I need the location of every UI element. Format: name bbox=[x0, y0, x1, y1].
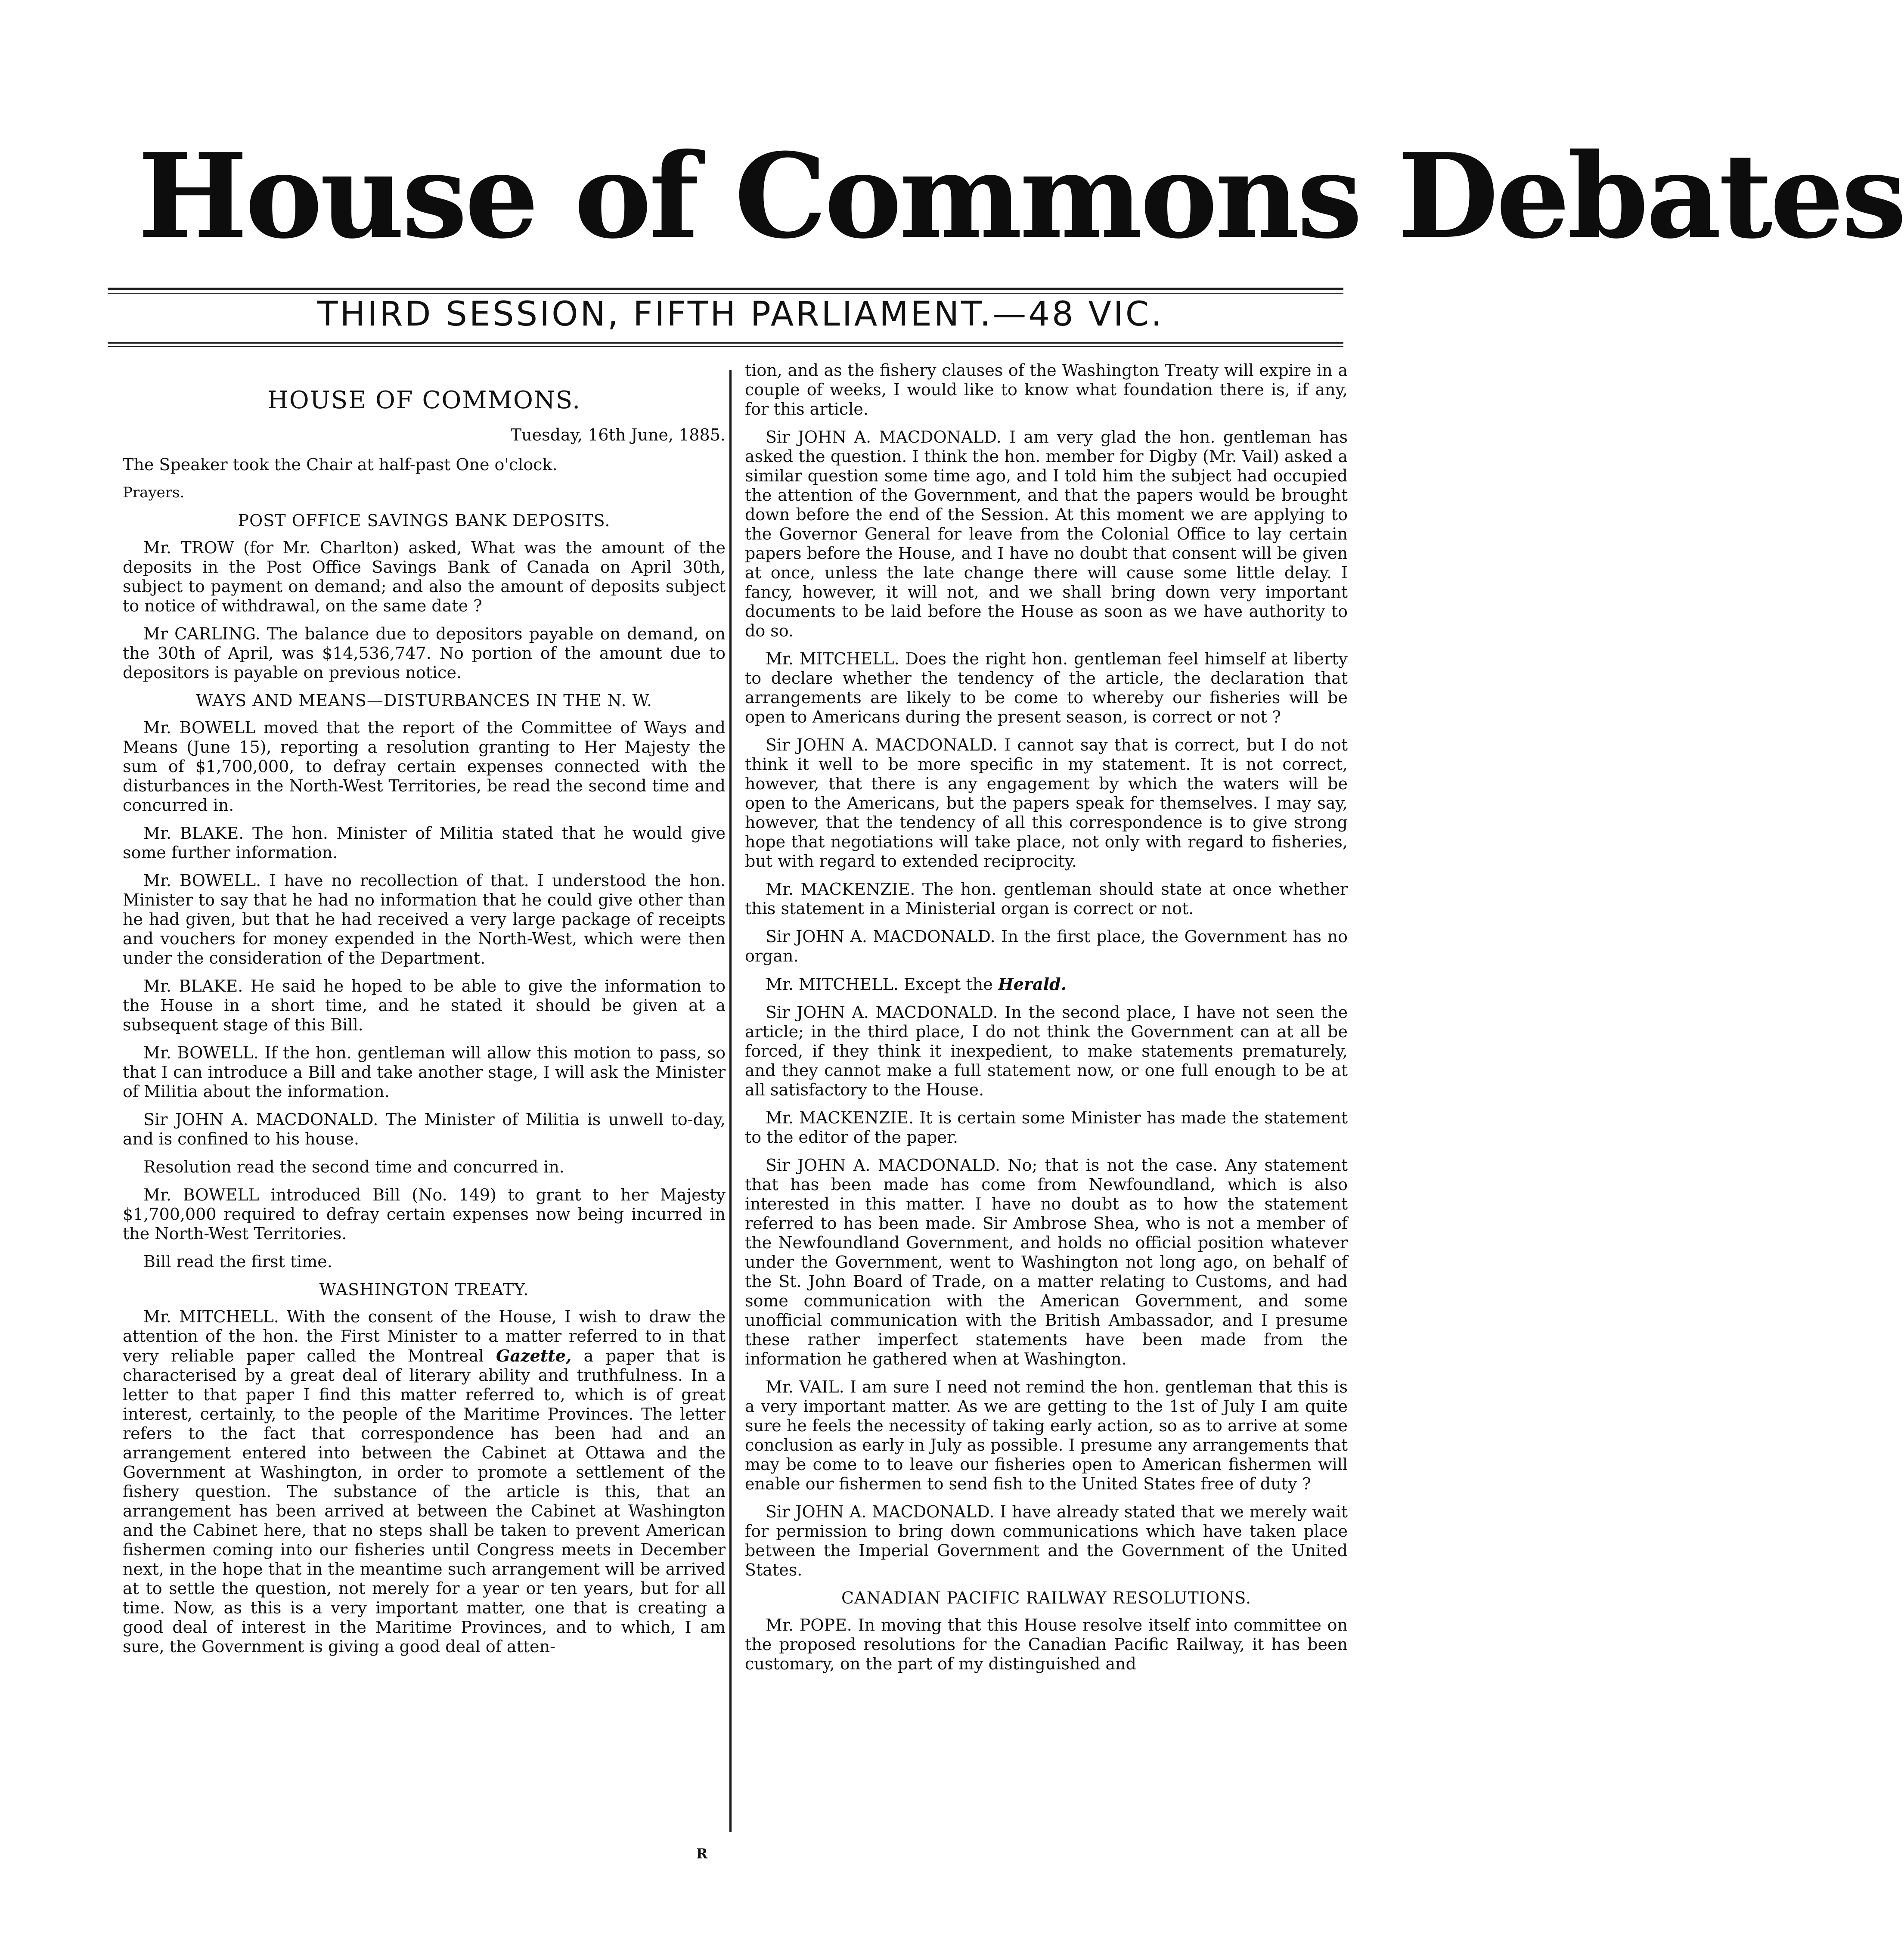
speaker: Mr. BOWELL. bbox=[143, 1043, 259, 1062]
speaker: Mr. TROW bbox=[143, 538, 234, 557]
rule-top-1 bbox=[108, 288, 1343, 290]
speech bbox=[745, 1156, 1348, 1369]
speech bbox=[745, 649, 1348, 727]
left-column bbox=[123, 361, 726, 1842]
speech bbox=[745, 1003, 1348, 1100]
speech bbox=[123, 1043, 726, 1101]
speech-text: It is certain some Minister has made the statement to the editor of the paper. bbox=[745, 1108, 1348, 1147]
speaker: Mr. MACKENZIE. bbox=[766, 1108, 914, 1127]
speech-continued: tion, and as the fishery clauses of the Washington Treaty will expire in a couple of weeks, I would like to know what foundation there is, if any, for this article. bbox=[745, 361, 1348, 419]
speech-text: With the consent of the House, I wish to draw the attention of the hon. the First Minister to a matter referred to in that very reliable paper called the Montreal bbox=[123, 1307, 726, 1365]
session-subtitle: THIRD SESSION, FIFTH PARLIAMENT.—48 VIC. bbox=[317, 295, 1164, 334]
speaker: Sir JOHN A. MACDONALD. bbox=[766, 1502, 995, 1521]
speaker: Sir JOHN A. MACDONALD. bbox=[766, 428, 1002, 447]
speech-text: introduced Bill (No. 149) to grant to her Majesty $1,700,000 required to defray certain expenses now being incurred in the North-West Territories. bbox=[123, 1185, 726, 1243]
speech bbox=[745, 927, 1348, 966]
speech-text: Does the right hon. gentleman feel himself at liberty to declare whether the tendency of the article, the declaration that arrangements are likely to be come to whereby our fisheries will be open to Americans during the present season, is correct or not ? bbox=[745, 649, 1348, 726]
speaker: Mr. BLAKE. bbox=[143, 824, 244, 843]
speaker: Sir JOHN A. MACDONALD. bbox=[766, 1156, 1000, 1175]
rule-mid-2 bbox=[108, 346, 1343, 347]
speech bbox=[745, 1616, 1348, 1674]
heading-cpr-resolutions: CANADIAN PACIFIC RAILWAY RESOLUTIONS. bbox=[841, 1588, 1252, 1607]
speaker: Mr. MACKENZIE. bbox=[766, 880, 915, 899]
speech-text: In the second place, I have not seen the article; in the third place, I do not think the Government can at all be forced, if they think it inexpedient, to make statements prematurely, and they cannot make a full statement now, or one full enough to be at all satisfactory to the House. bbox=[745, 1003, 1348, 1099]
speech bbox=[745, 1502, 1348, 1580]
proceeding: Resolution read the second time and concurred in. bbox=[143, 1157, 564, 1176]
speaker: Sir JOHN A. MACDONALD. bbox=[766, 927, 995, 946]
speech-text: No; that is not the case. Any statement that has been made has come from Newfoundland, which is also interested in this matter. I have no doubt as to how the statement referred to has been made. Sir Ambrose Shea, who is not a member of the Newfoundland Government, and holds no official position whatever under the Government, went to Washington not long ago, on behalf of the St. John Board of Trade, on a matter relating to Customs, and had some communication with the American Government, and some unofficial communication with the British Ambassador, and I presume these rather imperfect statements have been made from the information he gathered when at Washington. bbox=[745, 1156, 1348, 1368]
sitting-date: Tuesday, 16th June, 1885. bbox=[510, 425, 726, 444]
speech-text: The balance due to depositors payable on demand, on the 30th of April, was $14,536,747. No portion of the amount due to depositors is payable on previous notice. bbox=[123, 624, 726, 682]
speech-text: I am sure I need not remind the hon. gentleman that this is a very important matter. As we are getting to the 1st of July I am quite sure he feels the necessity of taking early action, so as to arrive at some conclusion as early in July as possible. I presume any arrangements that may be come to to leave our fisheries open to American fishermen will enable our fishermen to send fish to the United States free of duty ? bbox=[745, 1377, 1348, 1493]
speech-text: The hon. Minister of Militia stated that he would give some further information. bbox=[123, 824, 726, 862]
speech-text: I am very glad the hon. gentleman has asked the question. I think the hon. member for Digby (Mr. Vail) asked a similar question some time ago, and I told him the subject had occupied the attention of the Government, and that the papers would be brought down before the end of the Session. At this moment we are applying to the Governor General for leave from the Colonial Office to lay certain papers before the House, and I have no doubt that consent will be given at once, unless the late change there will cause some little delay. I fancy, however, it will not, and we shall bring down very important documents to be laid before the House as soon as we have authority to do so. bbox=[745, 428, 1348, 640]
speaker: Mr CARLING. bbox=[143, 624, 260, 643]
signature-mark: R bbox=[696, 1845, 708, 1862]
speech-text: Except the bbox=[898, 975, 998, 994]
speech bbox=[123, 718, 726, 815]
speaker: Mr. MITCHELL. bbox=[766, 649, 899, 668]
speech-text: moved that the report of the Committee of Ways and Means (June 15), reporting a resolution granting to Her Majesty the sum of $1,700,000, to defray certain expenses connected with the disturbances in the North-West Territories, be read the second time and concurred in. bbox=[123, 718, 726, 815]
speech-text: (for Mr. Charlton) asked, What was the amount of the deposits in the Post Office Savings Bank of Canada on April 30th, subject to payment on demand; and also the amount of deposits subject to notice of withdrawal, on the same date ? bbox=[123, 538, 726, 615]
rule-mid-1 bbox=[108, 342, 1343, 344]
speaker: Sir JOHN A. MACDONALD. bbox=[766, 735, 998, 754]
speaker: Mr. VAIL. bbox=[766, 1377, 844, 1396]
masthead: House of Commons Debates bbox=[138, 127, 1904, 264]
speaker: Mr. BLAKE. bbox=[143, 977, 243, 996]
speech-text: I cannot say that is correct, but I do not think it well to be more specific in my statement. It is not correct, however, that there is any engagement by which the waters will be open to the Americans, but the papers speak for themselves. I may say, however, that the tendency of all this correspondence is to give strong hope that negotiations will take place, not only with regard to fisheries, but with regard to extended reciprocity. bbox=[745, 735, 1348, 871]
speech-text: I have already stated that we merely wait for permission to bring down communications which have taken place between the Imperial Government and the Government of the United States. bbox=[745, 1502, 1348, 1579]
speech-text: He said he hoped to be able to give the information to the House in a short time, and he stated it should be given at a subsequent stage of this Bill. bbox=[123, 977, 726, 1034]
speech-text: The Minister of Militia is unwell to-day, and is confined to his house. bbox=[123, 1110, 726, 1148]
speech bbox=[123, 1110, 726, 1149]
speech-text: In the first place, the Government has no organ. bbox=[745, 927, 1348, 965]
prayers: Prayers. bbox=[123, 484, 185, 501]
chair-notice: The Speaker took the Chair at half-past One o'clock. bbox=[123, 455, 558, 474]
heading-ways-means: WAYS AND MEANS—DISTURBANCES IN THE N. W. bbox=[195, 691, 653, 710]
speech-text: In moving that this House resolve itself into committee on the proposed resolutions for the Canadian Pacific Railway, it has been customary, on the part of my distinguished and bbox=[745, 1616, 1348, 1673]
speaker: Mr. POPE. bbox=[766, 1616, 852, 1635]
speech bbox=[123, 624, 726, 682]
speech bbox=[745, 880, 1348, 918]
speaker: Mr. MITCHELL. bbox=[143, 1307, 279, 1326]
speech bbox=[745, 974, 1348, 994]
heading-post-office: POST OFFICE SAVINGS BANK DEPOSITS. bbox=[238, 511, 611, 530]
speaker: Mr. BOWELL bbox=[143, 1185, 259, 1204]
speech-text: The hon. gentleman should state at once whether this statement in a Ministerial organ is correct or not. bbox=[745, 880, 1348, 918]
speaker: Mr. BOWELL bbox=[143, 718, 256, 737]
speech-text: a paper that is characterised by a great deal of literary ability and truthfulness. In a letter to that paper I find this matter referred to, which is of great interest, certainly, to the people of the Maritime Provinces. The letter refers to the fact that correspondence has been had and an arrangement entered into between the Cabinet at Ottawa and the Government at Washington, in order to promote a settlement of the fishery question. The substance of the article is this, that an arrangement has been arrived at between the Cabinet at Washington and the Cabinet here, that no steps shall be taken to prevent American fishermen coming into our fisheries until Congress meets in December next, in the hope that in the meantime such arrangement will be arrived at to settle the question, not merely for a year or ten years, but for all time. Now, as this is a very important matter, one that is creating a good deal of interest in the Maritime Provinces, and to which, I am sure, the Government is giving a good deal of atten- bbox=[123, 1346, 726, 1656]
speech bbox=[745, 1377, 1348, 1494]
speech bbox=[123, 824, 726, 862]
column-divider bbox=[729, 370, 732, 1832]
speech bbox=[123, 538, 726, 616]
speech-text: If the hon. gentleman will allow this motion to pass, so that I can introduce a Bill and take another stage, I will ask the Minister of Militia about the information. bbox=[123, 1043, 726, 1101]
house-title: HOUSE OF COMMONS. bbox=[267, 386, 581, 414]
speaker: Sir JOHN A. MACDONALD. bbox=[143, 1110, 378, 1129]
speech bbox=[745, 735, 1348, 871]
speech bbox=[123, 871, 726, 968]
speaker: Mr. MITCHELL. bbox=[766, 975, 899, 994]
speaker: Mr. BOWELL. bbox=[143, 871, 261, 890]
proceeding: Bill read the first time. bbox=[143, 1252, 332, 1271]
speech bbox=[123, 977, 726, 1035]
speech bbox=[123, 1307, 726, 1656]
speech bbox=[123, 1185, 726, 1244]
speech bbox=[745, 428, 1348, 641]
newspaper-name: Herald. bbox=[998, 974, 1067, 994]
speech bbox=[745, 1108, 1348, 1147]
right-column bbox=[745, 361, 1348, 1842]
speaker: Sir JOHN A. MACDONALD. bbox=[766, 1003, 998, 1022]
newspaper-name: Gazette, bbox=[496, 1346, 572, 1365]
heading-washington-treaty: WASHINGTON TREATY. bbox=[319, 1280, 529, 1299]
speech-text: I have no recollection of that. I understood the hon. Minister to say that he had no information that he could give other than he had given, but that he had received a very large package of receipts and vouchers for money expended in the North-West, which were then under the consideration of the Department. bbox=[123, 871, 726, 968]
